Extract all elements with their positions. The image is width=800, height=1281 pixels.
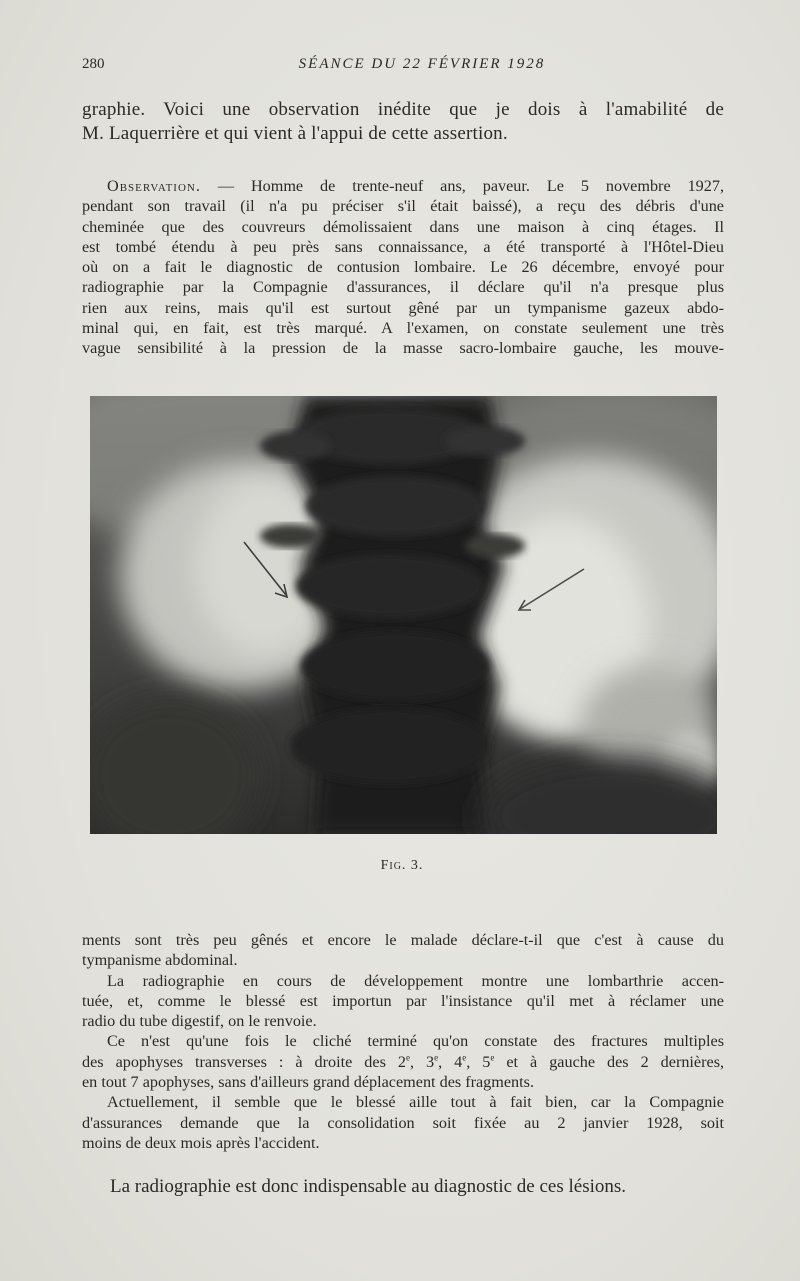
text-line: tympanisme abdominal. bbox=[82, 951, 238, 970]
continuation-text bbox=[82, 930, 724, 1153]
text-line: ments sont très peu gênés et encore le malade déclare-t-il que c'est à cause du bbox=[82, 931, 724, 949]
caption-text: Fig. 3. bbox=[380, 858, 424, 873]
superscript: e bbox=[462, 1052, 467, 1063]
text-line: d'assurances demande que la consolidation soit fixée au 2 janvier 1928, soit bbox=[82, 1113, 724, 1132]
radiograph-image bbox=[90, 396, 717, 834]
superscript: e bbox=[405, 1052, 410, 1063]
text-line: La radiographie en cours de développement montre une lombarthrie accen- bbox=[107, 971, 724, 990]
text-line: en tout 7 apophyses, sans d'ailleurs grand déplacement des fragments. bbox=[82, 1073, 534, 1092]
running-head: SÉANCE DU 22 FÉVRIER 1928 bbox=[298, 56, 546, 72]
figure-caption bbox=[0, 858, 800, 874]
text-line: cheminée que des couvreurs démolissaient dans une maison à cinq étages. Il bbox=[82, 217, 724, 236]
text-line: pendant son travail (il n'a pu préciser s'il était baissé), a reçu des débris d'une bbox=[82, 197, 724, 216]
text-line: M. Laquerrière et qui vient à l'appui de cette assertion. bbox=[82, 123, 508, 144]
text-line: vague sensibilité à la pression de la masse sacro-lombaire gauche, les mouve- bbox=[82, 339, 724, 358]
page-number: 280 bbox=[82, 56, 105, 72]
conclusion-sentence: La radiographie est donc indispensable au diagnostic de ces lésions. bbox=[110, 1176, 627, 1197]
text-line: radiographie par la Compagnie d'assurances, il déclare qu'il n'a presque plus bbox=[82, 278, 724, 297]
text-line: Ce n'est qu'une fois le cliché terminé qu'on constate des fractures multiples bbox=[107, 1032, 724, 1051]
text-span: , 5 bbox=[466, 1052, 491, 1071]
observation-label: Observation. bbox=[107, 177, 201, 195]
text-span: , 3 bbox=[409, 1052, 435, 1071]
text-line: minal qui, en fait, est très marqué. A l'examen, on constate seulement une très bbox=[82, 319, 724, 338]
superscript: e bbox=[490, 1052, 495, 1063]
text-span: et à gauche des 2 dernières, bbox=[494, 1052, 725, 1071]
text-line bbox=[82, 1052, 724, 1072]
superscript: e bbox=[434, 1052, 439, 1063]
text-line: tuée, et, comme le blessé est importun par l'insistance qu'il met à réclamer une bbox=[82, 991, 724, 1010]
text-line: moins de deux mois après l'accident. bbox=[82, 1133, 320, 1152]
text-line bbox=[82, 176, 724, 196]
text-line: où on a fait le diagnostic de contusion lombaire. Le 26 décembre, envoyé pour bbox=[82, 258, 724, 277]
page-header bbox=[82, 56, 722, 76]
text-line: est tombé étendu à peu près sans connaissance, a été transporté à l'Hôtel-Dieu bbox=[82, 237, 724, 256]
text-line: rien aux reins, mais qu'il est surtout gêné par un tympanisme gazeux abdo- bbox=[82, 298, 724, 317]
text-line: Actuellement, il semble que le blessé aille tout à fait bien, car la Compagnie bbox=[107, 1093, 724, 1112]
text-span: des apophyses transverses : à droite des 2 bbox=[82, 1052, 406, 1071]
radiograph-figure bbox=[90, 396, 717, 834]
text-span: , 4 bbox=[438, 1052, 463, 1071]
text-span: — Homme de trente-neuf ans, paveur. Le 5 novembre 1927, bbox=[200, 177, 724, 195]
text-line: radio du tube digestif, on le renvoie. bbox=[82, 1012, 317, 1031]
text-line: graphie. Voici une observation inédite que je dois à l'amabilité de bbox=[82, 99, 724, 120]
observation-paragraph bbox=[82, 176, 724, 359]
intro-paragraph bbox=[82, 98, 724, 146]
